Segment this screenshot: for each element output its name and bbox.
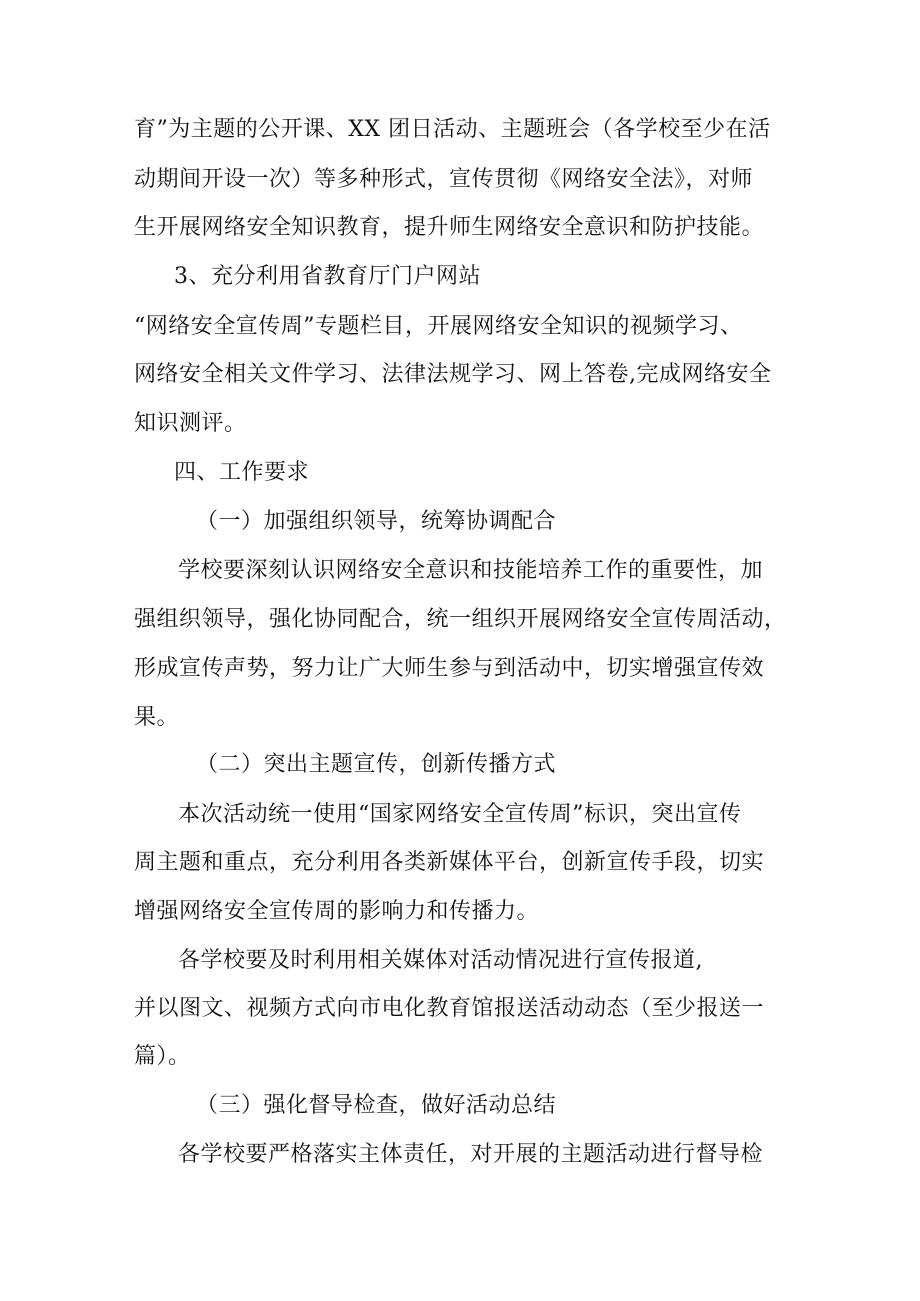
subsection-heading: （三）强化督导检查，做好活动总结 — [196, 1093, 557, 1118]
body-text-line: 本次活动统一使用“国家网络安全宣传周”标识，突出宣传 — [178, 802, 742, 827]
body-text-line: 动期间开设一次）等多种形式，宣传贯彻《网络安全法》，对师 — [134, 167, 754, 192]
section-heading: 四、工作要求 — [174, 460, 310, 485]
body-text-line: 3、充分利用省教育厅门户网站 — [174, 264, 481, 289]
body-text-line: 并以图文、视频方式向市电化教育馆报送活动动态（至少报送一 — [134, 996, 765, 1021]
subsection-heading: （二）突出主题宣传，创新传播方式 — [196, 752, 557, 777]
body-text-line: “网络安全宣传周”专题栏目，开展网络安全知识的视频学习、 — [134, 314, 743, 339]
body-text-line: 增强网络安全宣传周的影响力和传播力。 — [134, 899, 540, 924]
subsection-heading: （一）加强组织领导，统筹协调配合 — [196, 509, 557, 534]
body-text-line: 网络安全相关文件学习、法律法规学习、网上答卷,完成网络安全 — [134, 362, 772, 387]
body-text-line: 知识测评。 — [134, 411, 247, 436]
body-text-line: 学校要深刻认识网络安全意识和技能培养工作的重要性，加 — [178, 558, 764, 583]
body-text-line: 周主题和重点，充分利用各类新媒体平台，创新宣传手段，切实 — [134, 850, 765, 875]
body-text-line: 各学校要严格落实主体责任，对开展的主题活动进行督导检 — [178, 1142, 764, 1167]
body-text-line: 强组织领导，强化协同配合，统一组织开展网络安全宣传周活动， — [134, 607, 787, 632]
body-text-line: 篇）。 — [134, 1044, 191, 1069]
body-text-line: 果。 — [134, 705, 180, 730]
body-text-line: 形成宣传声势，努力让广大师生参与到活动中，切实增强宣传效 — [134, 656, 765, 681]
body-text-line: 育”为主题的公开课、XX 团日活动、主题班会（各学校至少在活 — [134, 117, 771, 142]
body-text-line: 生开展网络安全知识教育，提升师生网络安全意识和防护技能。 — [134, 215, 765, 240]
body-text-line: 各学校要及时利用相关媒体对活动情况进行宣传报道, — [178, 948, 703, 973]
